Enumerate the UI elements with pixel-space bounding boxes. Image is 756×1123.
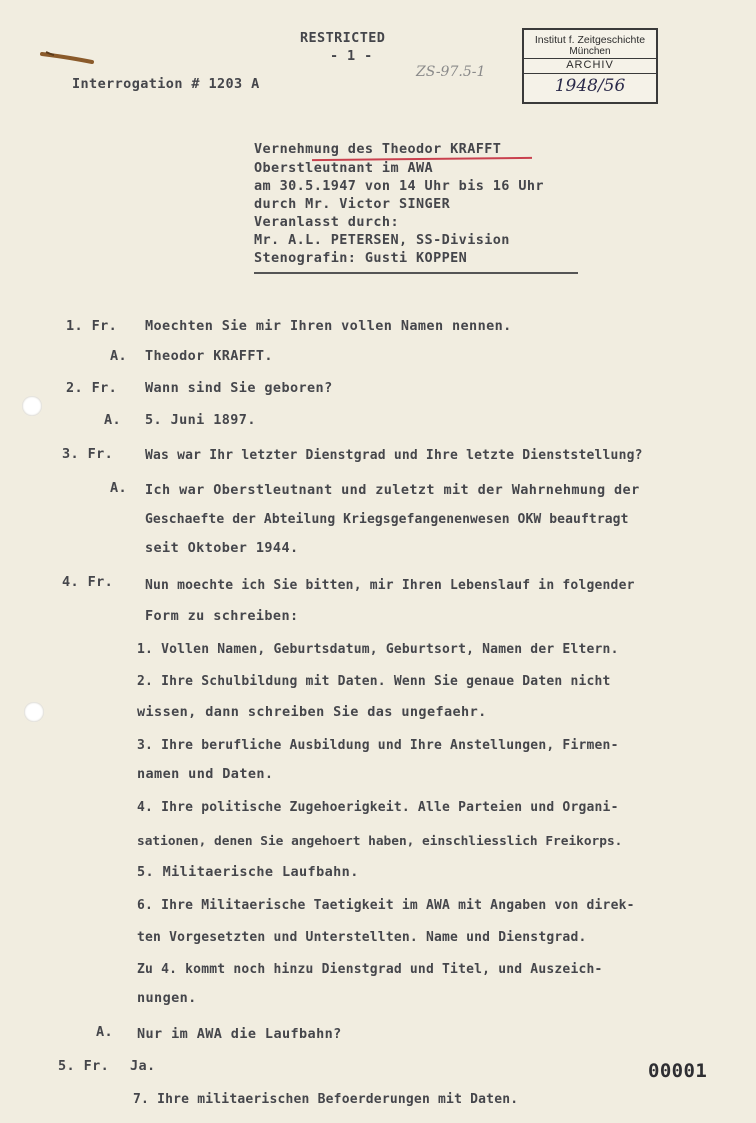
list-item: sationen, denen Sie angehoert haben, einschliesslich Freikorps. xyxy=(137,834,623,849)
entry-text: Theodor KRAFFT. xyxy=(145,348,273,364)
interrogation-number: Interrogation # 1203 A xyxy=(72,76,260,92)
title-line: Mr. A.L. PETERSEN, SS-Division xyxy=(254,232,510,248)
page-number: 00001 xyxy=(648,1060,708,1082)
stamp-city: München xyxy=(569,46,611,57)
list-item: 6. Ihre Militaerische Taetigkeit im AWA mit Angaben von direk- xyxy=(137,898,635,913)
entry-label: 1. Fr. xyxy=(66,318,118,334)
staple-mark-icon xyxy=(40,48,96,72)
entry-text: Geschaefte der Abteilung Kriegsgefangenenwesen OKW beauftragt xyxy=(145,512,629,527)
punch-hole-bottom xyxy=(24,702,44,722)
entry-text: Wann sind Sie geboren? xyxy=(145,380,333,396)
entry-text: Moechten Sie mir Ihren vollen Namen nennen. xyxy=(145,318,512,334)
entry-text: 5. Juni 1897. xyxy=(145,412,256,428)
title-divider xyxy=(254,272,578,274)
entry-text: Form zu schreiben: xyxy=(145,608,299,624)
entry-text: Ich war Oberstleutnant und zuletzt mit der Wahrnehmung der xyxy=(145,482,640,498)
list-item: 3. Ihre berufliche Ausbildung und Ihre Anstellungen, Firmen- xyxy=(137,738,619,753)
title-line: Veranlasst durch: xyxy=(254,214,399,230)
list-item: wissen, dann schreiben Sie das ungefaehr. xyxy=(137,704,487,720)
list-item: 7. Ihre militaerischen Befoerderungen mit Daten. xyxy=(133,1092,519,1107)
entry-label: 5. Fr. xyxy=(58,1058,110,1074)
entry-label: A. xyxy=(110,348,128,364)
pencil-reference: ZS-97.5-1 xyxy=(416,64,486,80)
entry-text: Nun moechte ich Sie bitten, mir Ihren Lebenslauf in folgender xyxy=(145,578,635,593)
list-item: nungen. xyxy=(137,990,197,1006)
list-item: namen und Daten. xyxy=(137,766,274,782)
list-item: ten Vorgesetzten und Unterstellten. Name und Dienstgrad. xyxy=(137,930,587,945)
archive-stamp xyxy=(522,28,658,104)
stamp-institute: Institut f. Zeitgeschichte xyxy=(534,34,646,46)
entry-label: 4. Fr. xyxy=(62,574,114,590)
entry-text: Nur im AWA die Laufbahn? xyxy=(137,1026,342,1042)
entry-text: Ja. xyxy=(130,1058,156,1074)
page-marker: - 1 - xyxy=(330,48,373,64)
classification-heading: RESTRICTED xyxy=(300,30,386,46)
list-item: Zu 4. kommt noch hinzu Dienstgrad und Titel, und Auszeich- xyxy=(137,962,603,977)
title-line: am 30.5.1947 von 14 Uhr bis 16 Uhr xyxy=(254,178,544,194)
list-item: 4. Ihre politische Zugehoerigkeit. Alle Parteien und Organi- xyxy=(137,800,619,815)
entry-label: 3. Fr. xyxy=(62,446,114,462)
stamp-archive-number: 1948/56 xyxy=(554,76,626,96)
entry-text: seit Oktober 1944. xyxy=(145,540,299,556)
list-item: 5. Militaerische Laufbahn. xyxy=(137,864,359,880)
entry-label: 2. Fr. xyxy=(66,380,118,396)
entry-label: A. xyxy=(104,412,122,428)
list-item: 2. Ihre Schulbildung mit Daten. Wenn Sie genaue Daten nicht xyxy=(137,674,611,689)
title-line: Vernehmung des Theodor KRAFFT xyxy=(254,141,502,157)
list-item: 1. Vollen Namen, Geburtsdatum, Geburtsort, Namen der Eltern. xyxy=(137,642,619,657)
entry-label: A. xyxy=(110,480,128,496)
title-line: Oberstleutnant im AWA xyxy=(254,160,434,176)
entry-text: Was war Ihr letzter Dienstgrad und Ihre letzte Dienststellung? xyxy=(145,448,643,463)
stamp-archive-label: ARCHIV xyxy=(566,59,614,71)
title-line: Stenografin: Gusti KOPPEN xyxy=(254,250,468,266)
punch-hole-top xyxy=(22,396,42,416)
title-line: durch Mr. Victor SINGER xyxy=(254,196,451,212)
entry-label: A. xyxy=(96,1024,114,1040)
